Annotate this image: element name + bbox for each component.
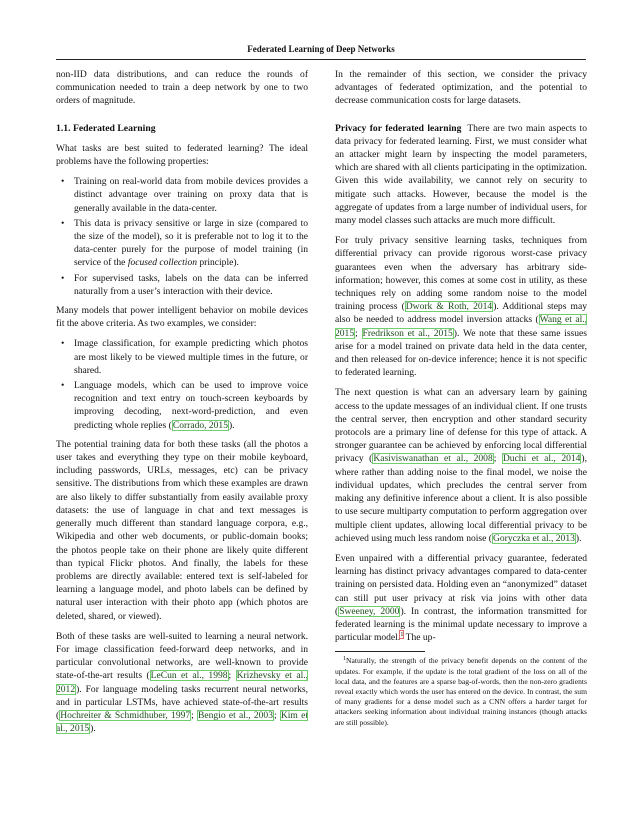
bullet-icon: •	[61, 176, 65, 188]
citation-link[interactable]: Fredrikson et al., 2015	[362, 327, 453, 339]
list-item: • Language models, which can be used to improve voice recognition and text entry on touch-screen keyboards by improving decoding, next-word-prediction, and even predicting whole replies (Corrado, 2015).	[61, 380, 308, 431]
bullet-icon: •	[61, 217, 65, 229]
citation-link[interactable]: Krizhevsky et al., 2012	[56, 670, 308, 695]
footnote-mark: 1	[343, 655, 346, 662]
models-paragraph: Many models that power intelligent behavior on mobile devices fit the above criteria. As two examples, we consider:	[56, 305, 308, 330]
bullet-icon: •	[61, 338, 65, 350]
footnote: $^1$Naturally, the strength of the privacy benefit depends on the content of the updates. For example, if the update is the total gradient of the loss on all of the local data, and the features are a sparse bag-of-words, then the non-zero gradients reveal exactly which words the user has entered on the device. In contrast, the sum of many gradients for a dense model such as a CNN offers a harder target for attackers seeking information about individual training instances (though attacks are still possible).	[335, 655, 587, 727]
list-item: • Training on real-world data from mobile devices provides a distinct advantage over training on proxy data that is generally available in the data-center.	[61, 176, 308, 214]
citation-link[interactable]: Dwork & Roth, 2014	[405, 301, 493, 313]
citation-link[interactable]: Kasiviswanathan et al., 2008	[373, 453, 493, 465]
paragraph-heading: Privacy for federated learning	[335, 122, 462, 134]
update-messages-paragraph: The next question is what can an adversary learn by gaining access to the update messages of an individual client. If one trusts the central server, then encryption and other standard security protocols are a primary line of defense for this type of attack. A stronger guarantee can be achieved by enforcing local differential privacy (Kasiviswanathan et al., 2008; Duchi et al., 2014), where rather than adding noise to the final model, we noise the individual updates, which precludes the central server from making any definitive inference about a client. It is also possible to use secure multiparty computation to perform aggregation over multiple client updates, allowing local differential privacy to be achieved using much less random noise (Goryczka et al., 2013).	[335, 387, 587, 544]
list-item: • This data is privacy sensitive or large in size (compared to the size of the model), so it is preferable not to log it to the data-center purely for the purpose of model training (in service of the focused collection principle).	[61, 217, 308, 269]
citation-link[interactable]: Kim et al., 2015	[56, 709, 308, 735]
examples-list	[56, 337, 308, 431]
list-item: • For supervised tasks, labels on the data can be inferred naturally from a user’s interaction with their device.	[61, 272, 308, 297]
citation-link[interactable]: Bengio et al., 2003	[198, 709, 273, 721]
properties-list	[56, 175, 308, 298]
footnote-rule	[335, 651, 425, 652]
header-rule	[56, 59, 586, 60]
citation-link[interactable]: Hochreiter & Schmidhuber, 1997	[60, 709, 191, 721]
citation-link[interactable]: LeCun et al., 1998	[150, 670, 228, 682]
right-column	[335, 68, 587, 728]
neural-network-paragraph: Both of these tasks are well-suited to learning a neural network. For image classification feed-forward deep networks, and in particular convolutional networks, are well-known to provide state-of-the-art results (LeCun et al., 1998; Krizhevsky et al., 2012). For language modeling tasks recurrent neural networks, and in particular LSTMs, have achieved state-of-the-art results (Hochreiter & Schmidhuber, 1997; Bengio et al., 2003; Kim et al., 2015).	[56, 630, 308, 735]
citation-link[interactable]: Corrado, 2015	[172, 419, 228, 431]
running-header: Federated Learning of Deep Networks	[247, 44, 395, 54]
left-column	[56, 68, 308, 742]
italic-term: focused collection	[127, 257, 198, 269]
footnote-reference[interactable]: 1	[400, 630, 404, 638]
section-title: 1.1. Federated Learning	[56, 122, 156, 134]
bullet-icon: •	[61, 380, 65, 392]
citation-link[interactable]: Sweeney, 2000	[339, 605, 400, 617]
differential-privacy-paragraph: For truly privacy sensitive learning tasks, techniques from differential privacy can provide rigorous worst-case privacy guarantees even when the adversary has arbitrary side-information; however, this comes at some cost in utility, as these techniques rely on adding some random noise to the model training process (Dwork & Roth, 2014). Additional steps may also be needed to address model inversion attacks (Wang et al., 2015; Fredrikson et al., 2015). We note that these same issues arise for a model trained on private data held in the data center, and then released for on-device inference; hence it is not specific to federated learning.	[335, 235, 587, 379]
citation-link[interactable]: Wang et al., 2015	[335, 314, 587, 339]
training-data-paragraph: The potential training data for both these tasks (all the photos a user takes and everything they type on their mobile keyboard, including passwords, URLs, messages, etc) can be privacy sensitive. The distributions from which these examples are drawn are also likely to differ substantially from easily available proxy datasets: the use of language in chat and text messages is generally much different than standard language corpora, e.g., Wikipedia and other web documents, or public-domain books; the photos people take on their phone are likely quite different than typical Flickr photos. And finally, the labels for these problems are directly available: entered text is self-labeled for learning a language model, and photo labels can be defined by natural user interaction with their photo app (which photos are deleted, shared, or viewed).	[56, 438, 308, 622]
citation-link[interactable]: Duchi et al., 2014	[502, 453, 581, 465]
bullet-icon: •	[61, 272, 65, 284]
intro-paragraph: non-IID data distributions, and can reduce the rounds of communication needed to train a deep network by one to two orders of magnitude.	[56, 69, 308, 107]
remainder-paragraph: In the remainder of this section, we consider the privacy advantages of federated optimization, and the potential to decrease communication costs for large datasets.	[335, 69, 587, 107]
anonymized-data-paragraph: Even unpaired with a differential privacy guarantee, federated learning has distinct privacy advantages compared to data-center training on persisted data. Holding even an “anonymized” dataset can still put user privacy at risk via joins with other data (Sweeney, 2000). In contrast, the information transmitted for federated learning is the minimal update necessary to improve a particular model.$^1$ The up-	[335, 552, 587, 644]
tasks-paragraph: What tasks are best suited to federated learning? The ideal problems have the following properties:	[56, 142, 308, 168]
citation-link[interactable]: Goryczka et al., 2013	[492, 532, 575, 544]
privacy-paragraph: Privacy for federated learning There are two main aspects to data privacy for federated learning. First, we must consider what an attacker might learn by inspecting the model parameters, which are shared with all clients participating in the optimization. Given this wide availability, we cannot rely on security to mitigate such attacks. However, because the model is the aggregate of updates from a large number of individual users, for many model classes such attacks are much more difficult.	[335, 122, 587, 227]
list-item: • Image classification, for example predicting which photos are most likely to be viewed multiple times in the future, or shared.	[61, 338, 308, 376]
